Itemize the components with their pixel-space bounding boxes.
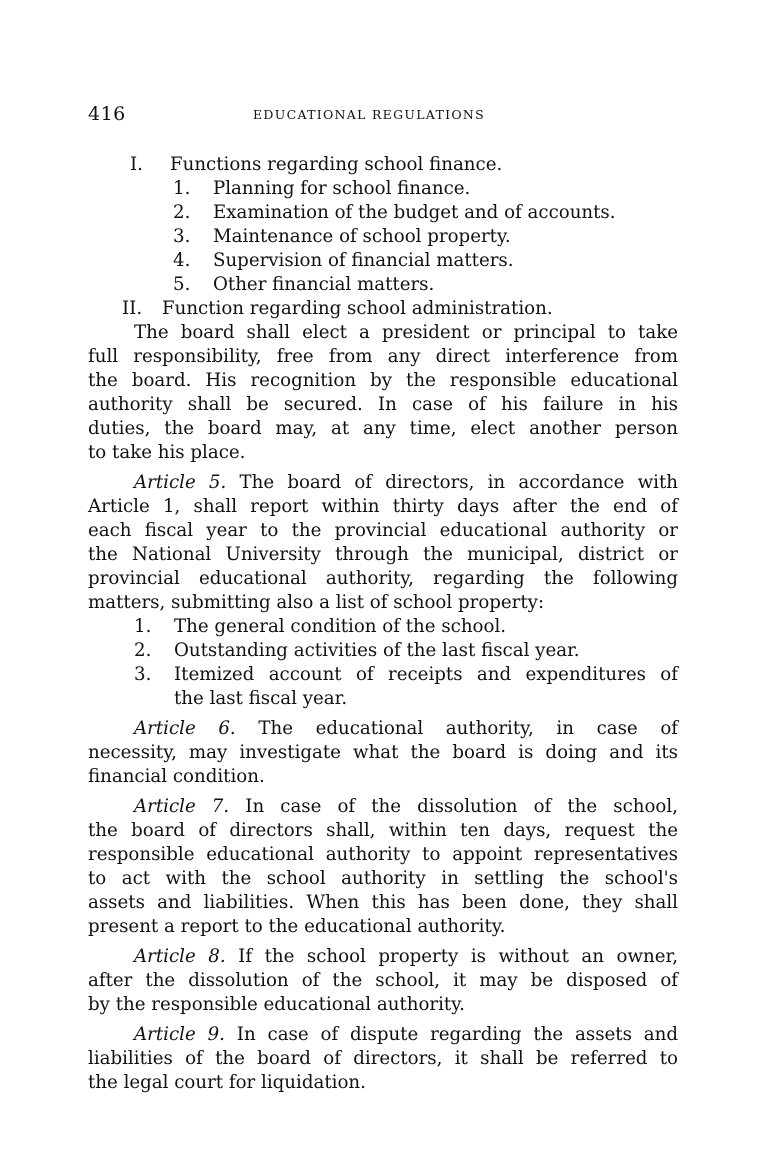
paragraph-line: each fiscal year to the provincial educational authority or — [88, 520, 678, 541]
list-item: 1. Planning for school finance. — [173, 178, 471, 199]
paragraph-line: Article 1, shall report within thirty days after the end of — [88, 496, 678, 517]
paragraph-line: after the dissolution of the school, it may be disposed of — [88, 970, 678, 991]
paragraph-line: the board. His recognition by the responsible educational — [88, 370, 678, 391]
paragraph-line: by the responsible educational authority. — [88, 994, 465, 1015]
section-heading-finance: I. Functions regarding school finance. — [130, 154, 503, 175]
list-item: 4. Supervision of financial matters. — [173, 250, 514, 271]
paragraph-line: to act with the school authority in settling the school's — [88, 868, 678, 889]
paragraph-line: the board of directors shall, within ten days, request the — [88, 820, 678, 841]
list-item: 2. Outstanding activities of the last fiscal year. — [134, 640, 580, 661]
article-6-first-line: Article 6. The educational authority, in case of — [134, 718, 678, 739]
page-number: 416 — [88, 103, 126, 125]
page-header — [88, 103, 678, 129]
list-item: 3. Maintenance of school property. — [173, 226, 511, 247]
paragraph-line: duties, the board may, at any time, elect another person — [88, 418, 678, 439]
article-5-first-line: Article 5. The board of directors, in accordance with — [134, 472, 678, 493]
paragraph-line: to take his place. — [88, 442, 246, 463]
paragraph-line: The board shall elect a president or principal to take — [134, 322, 678, 343]
paragraph-line: liabilities of the board of directors, it shall be referred to — [88, 1048, 678, 1069]
paragraph-line: the National University through the municipal, district or — [88, 544, 678, 565]
list-item: 1. The general condition of the school. — [134, 616, 507, 637]
paragraph-line: assets and liabilities. When this has been done, they shall — [88, 892, 678, 913]
section-heading-administration: II. Function regarding school administration. — [122, 298, 553, 319]
paragraph-line: financial condition. — [88, 766, 265, 787]
paragraph-line: full responsibility, free from any direct interference from — [88, 346, 678, 367]
paragraph-line: matters, submitting also a list of school property: — [88, 592, 545, 613]
list-item-continuation: the last fiscal year. — [174, 688, 348, 709]
paragraph-line: provincial educational authority, regarding the following — [88, 568, 678, 589]
paragraph-line: authority shall be secured. In case of his failure in his — [88, 394, 678, 415]
list-item: 3. Itemized account of receipts and expenditures of — [134, 664, 678, 685]
list-item: 2. Examination of the budget and of accounts. — [173, 202, 616, 223]
running-head: EDUCATIONAL REGULATIONS — [253, 107, 485, 122]
list-item: 5. Other financial matters. — [173, 274, 435, 295]
article-8-first-line: Article 8. If the school property is without an owner, — [134, 946, 678, 967]
paragraph-line: necessity, may investigate what the board is doing and its — [88, 742, 678, 763]
article-9-first-line: Article 9. In case of dispute regarding the assets and — [134, 1024, 678, 1045]
article-7-first-line: Article 7. In case of the dissolution of the school, — [134, 796, 678, 817]
paragraph-line: present a report to the educational authority. — [88, 916, 506, 937]
page-body — [88, 153, 678, 1095]
paragraph-line: the legal court for liquidation. — [88, 1072, 366, 1093]
paragraph-line: responsible educational authority to appoint representatives — [88, 844, 678, 865]
